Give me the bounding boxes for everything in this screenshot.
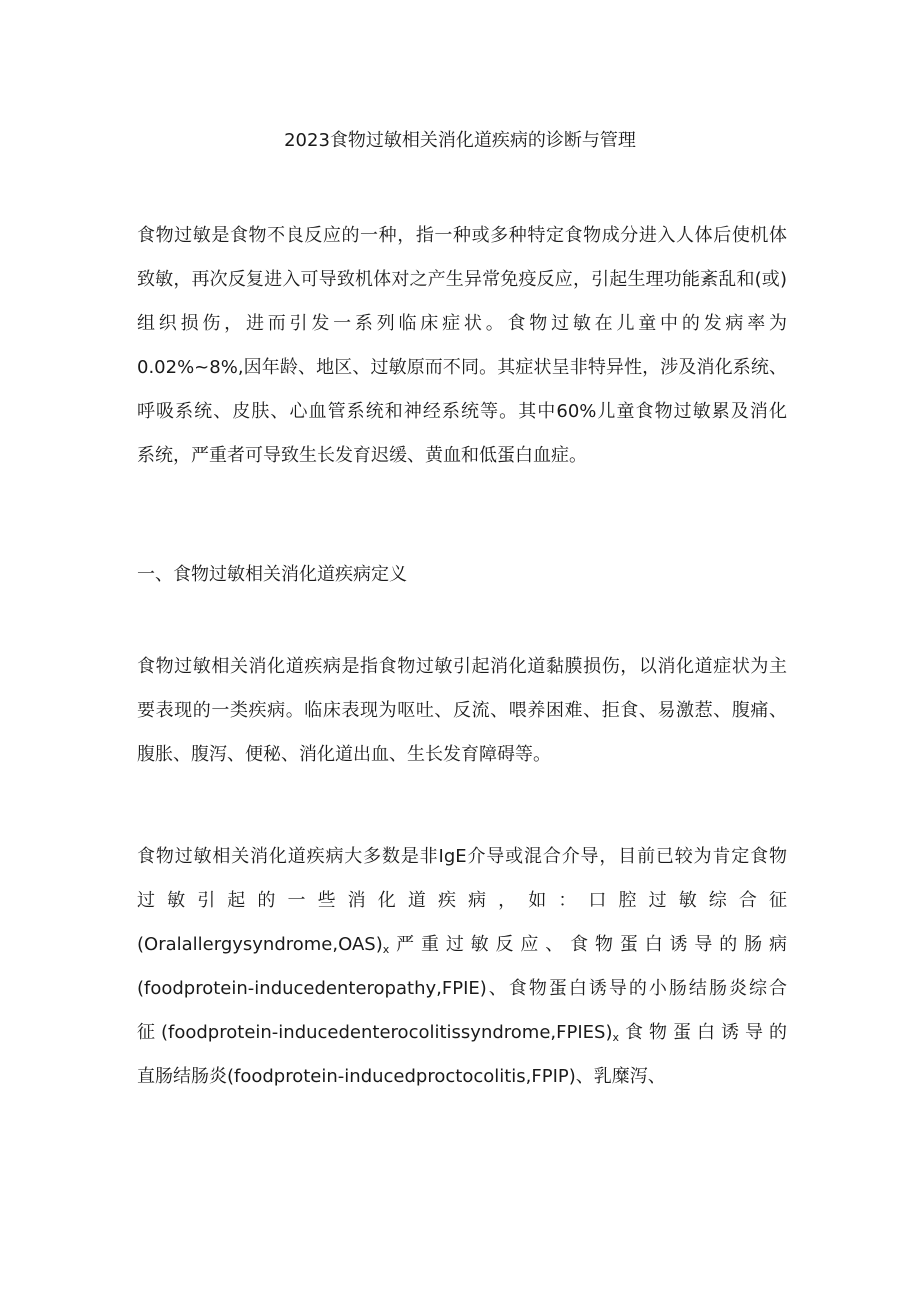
- document-title: 2023食物过敏相关消化道疾病的诊断与管理: [284, 130, 636, 151]
- paragraph-line: (foodprotein-inducedenteropathy,FPIE)、食物蛋白诱导的小肠结肠炎综合: [137, 978, 787, 999]
- paragraph-line: 0.02%~8%,因年龄、地区、过敏原而不同。其症状呈非特异性，涉及消化系统、: [137, 357, 787, 378]
- paragraph-line: 食物过敏是食物不良反应的一种，指一种或多种特定食物成分进入人体后使机体: [137, 225, 787, 246]
- paragraph-diseases: [137, 835, 787, 1099]
- paragraph-line: 食物过敏相关消化道疾病大多数是非IgE介导或混合介导，目前已较为肯定食物: [137, 846, 787, 867]
- paragraph-line: 呼吸系统、皮肤、心血管系统和神经系统等。其中60%儿童食物过敏累及消化: [137, 401, 787, 422]
- line-text: 征(foodprotein-inducedenterocolitissyndrome,FPIES): [137, 1022, 613, 1043]
- paragraph-line: 系统，严重者可导致生长发育迟缓、黄血和低蛋白血症。: [137, 445, 587, 466]
- paragraph-line: 食物过敏相关消化道疾病是指食物过敏引起消化道黏膜损伤，以消化道症状为主: [137, 656, 787, 677]
- paragraph-line: [137, 1011, 787, 1055]
- paragraph-line: 过敏引起的一些消化道疾病，如：口腔过敏综合征: [137, 890, 787, 911]
- subscript-mark: x: [612, 1031, 619, 1044]
- section-heading-text: 一、食物过敏相关消化道疾病定义: [137, 564, 407, 585]
- paragraph-intro: [137, 214, 787, 478]
- section-heading: [137, 553, 787, 597]
- paragraph-line: 要表现的一类疾病。临床表现为呕吐、反流、喂养困难、拒食、易激惹、腹痛、: [137, 700, 787, 721]
- line-text: 食物蛋白诱导的: [618, 1022, 787, 1043]
- paragraph-line: 组织损伤，进而引发一系列临床症状。食物过敏在儿童中的发病率为: [137, 313, 787, 334]
- line-text: 严重过敏反应、食物蛋白诱导的肠病: [389, 934, 787, 955]
- paragraph-line: 直肠结肠炎(foodprotein-inducedproctocolitis,FPIP)、乳糜泻、: [137, 1066, 666, 1087]
- paragraph-definition: [137, 645, 787, 777]
- paragraph-line: [137, 923, 787, 967]
- line-text: (Oralallergysyndrome,OAS): [137, 934, 383, 955]
- paragraph-line: 致敏，再次反复进入可导致机体对之产生异常免疫反应，引起生理功能紊乱和(或): [137, 269, 787, 290]
- subscript-mark: x: [382, 943, 390, 956]
- paragraph-line: 腹胀、腹泻、便秘、消化道出血、生长发育障碍等。: [137, 744, 551, 765]
